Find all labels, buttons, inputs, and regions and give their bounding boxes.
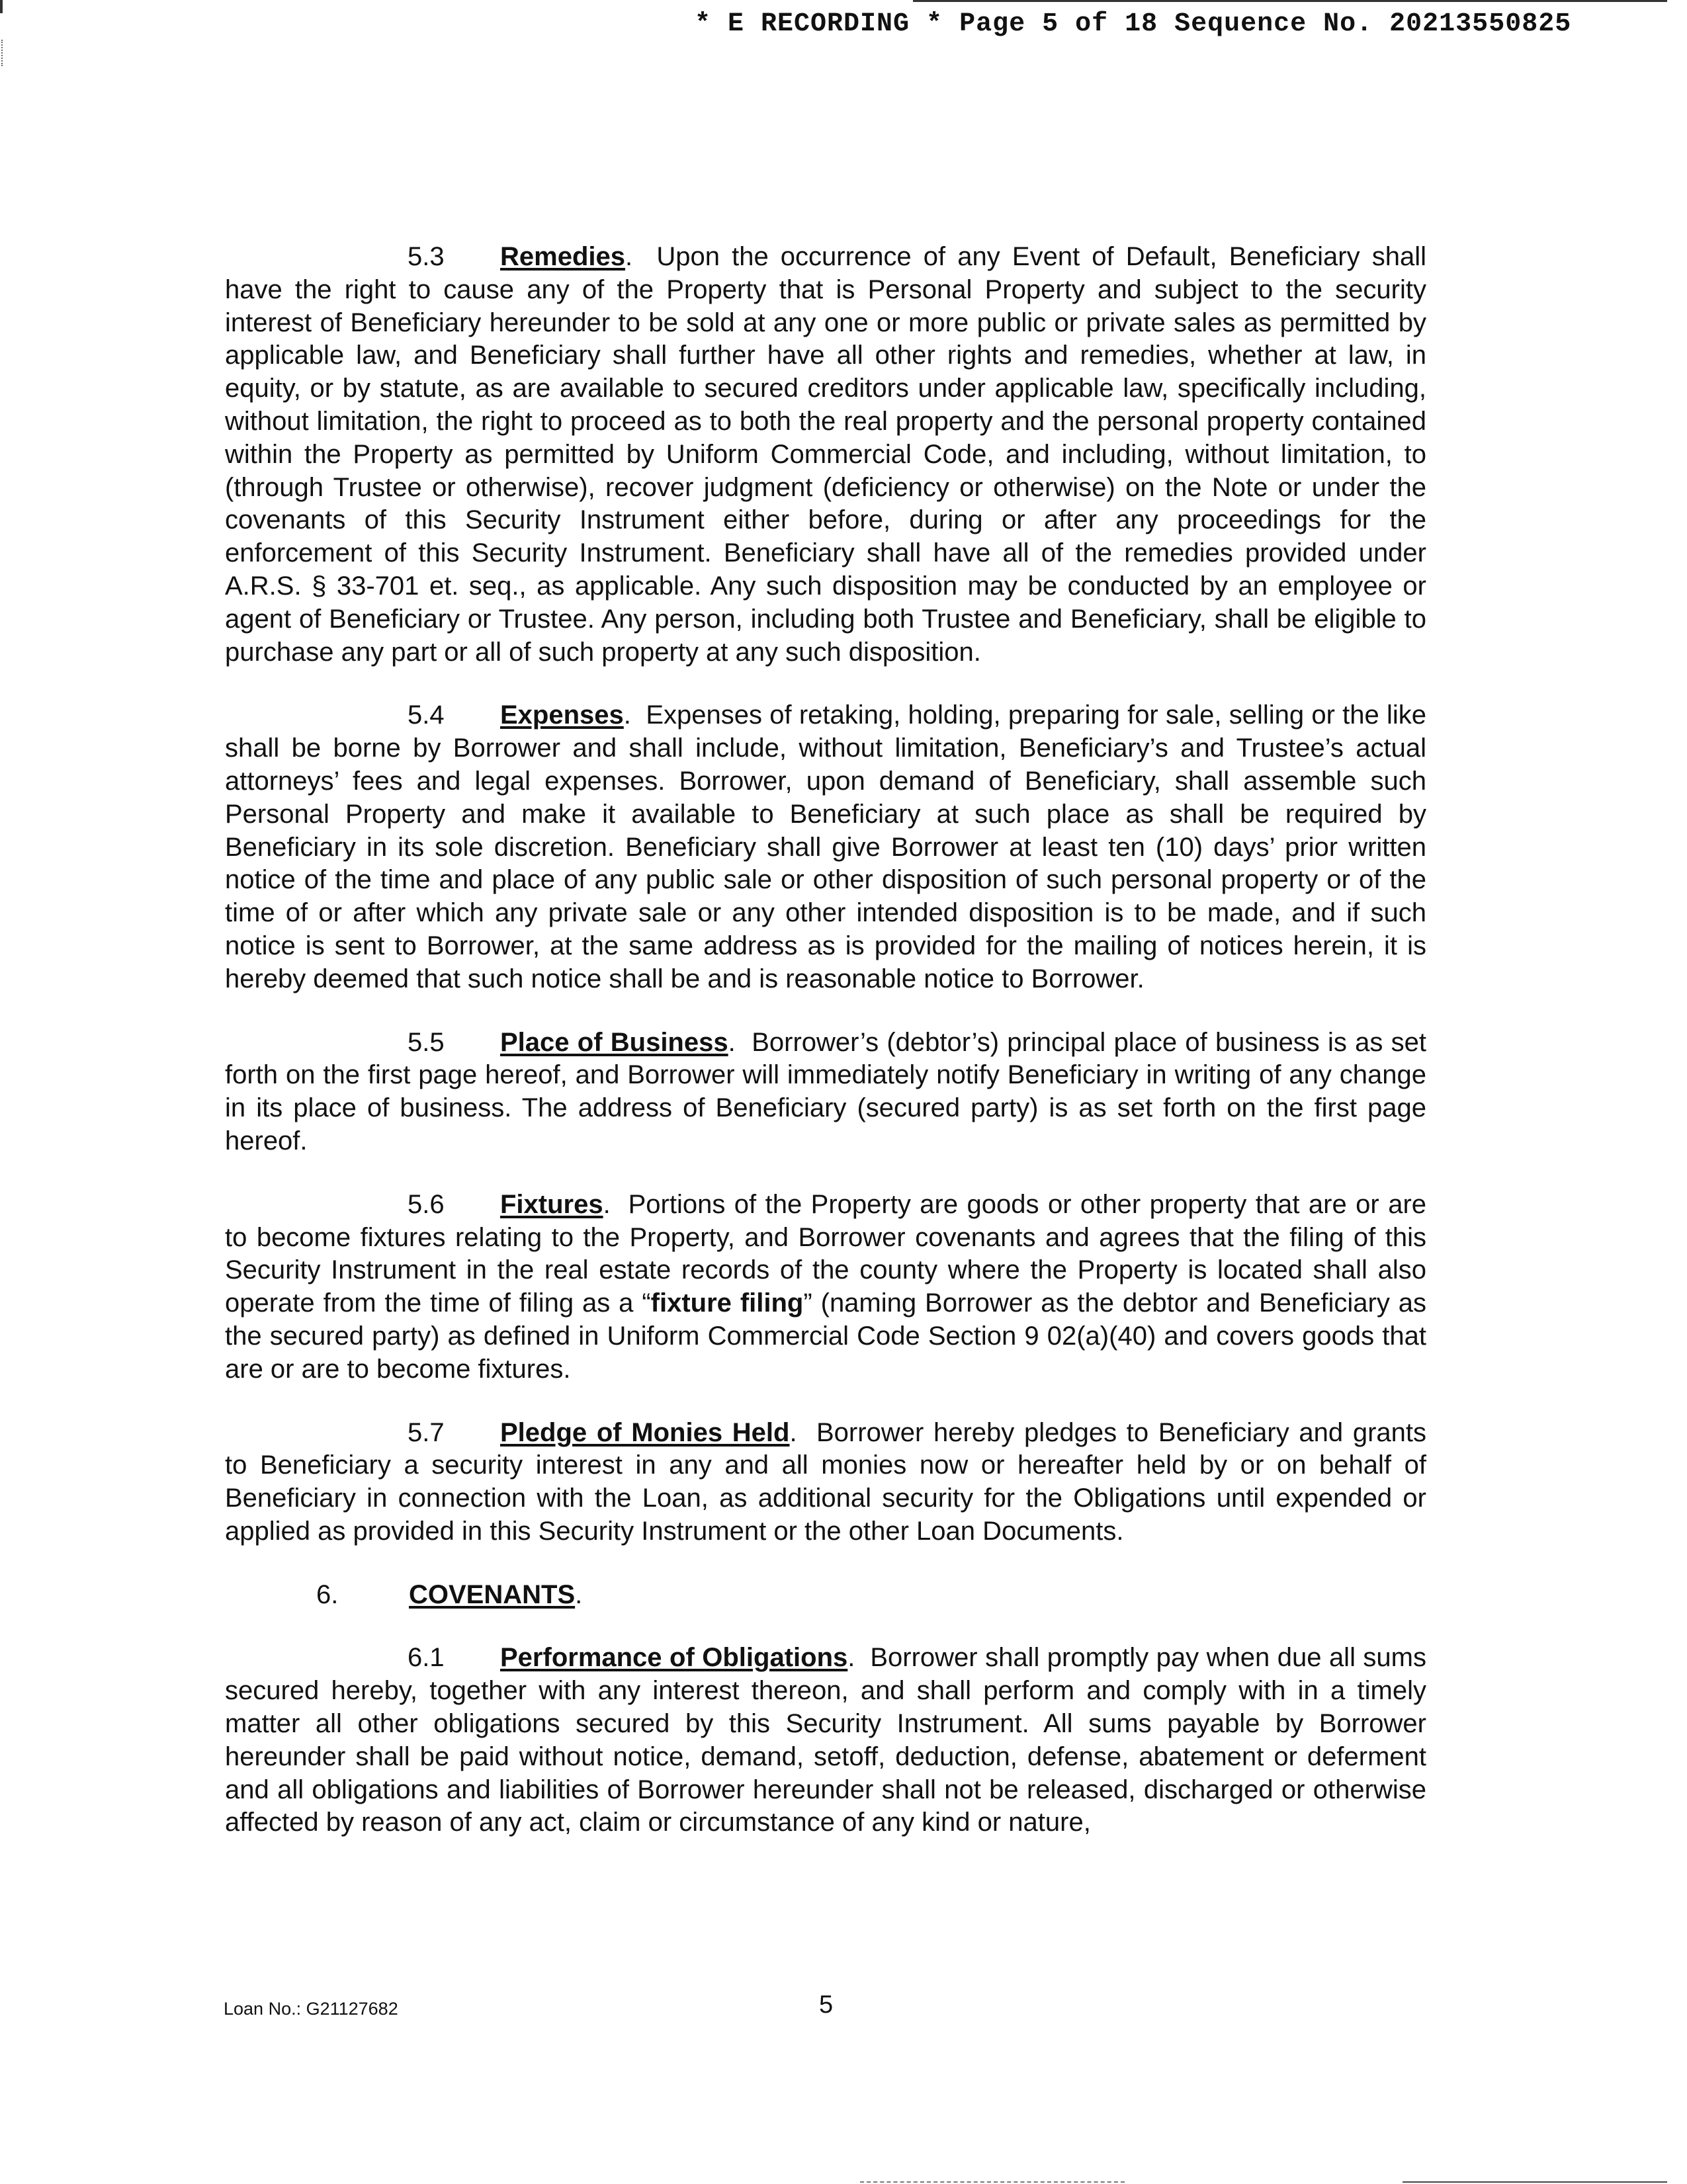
section-text: Portions of the Property are goods or other property that are or are to become fixtures relating to the Property, and Borrower covenants and agrees that the filing of this Security Instrument in the real estate records of the county where the Property is located shall also operate from the time of filing as a “	[225, 1189, 1427, 1318]
section-number: 6.1	[408, 1643, 445, 1673]
header-rule	[913, 0, 1667, 2]
article-6-heading: 6. COVENANTS.	[225, 1579, 1426, 1612]
recording-header: * E RECORDING * Page 5 of 18 Sequence No. 20213550825	[695, 9, 1572, 39]
scan-bottom-dash	[860, 2181, 1125, 2184]
section-6-1: 6.1 Performance of Obligations. Borrower shall promptly pay when due all sums secured hereby, together with any interest thereon, and shall perform and comply with in a timely matter all other obligations secured by this Security Instrument. All sums payable by Borrower hereunder shall be paid without notice, demand, setoff, deduction, defense, abatement or deferment and all obligations and liabilities of Borrower hereunder shall not be released, discharged or otherwise affected by reason of any act, claim or circumstance of any kind or nature,	[225, 1643, 1426, 1837]
section-number: 5.7	[408, 1417, 445, 1447]
section-5-3: 5.3 Remedies. Upon the occurrence of any Event of Default, Beneficiary shall have the right to cause any of the Property that is Personal Property and subject to the security interest of Beneficiary hereunder to be sold at any one or more public or private sales as permitted by applicable law, and Beneficiary shall further have all other rights and remedies, whether at law, in equity, or by statute, as are available to secured creditors under applicable law, specifically including, without limitation, the right to proceed as to both the real property and the personal property contained within the Property as permitted by Uniform Commercial Code, and including, without limitation, to (through Trustee or otherwise), recover judgment (deficiency or otherwise) on the Note or under the covenants of this Security Instrument either before, during or after any proceedings for the enforcement of this Security Instrument. Beneficiary shall have all of the remedies provided under A.R.S. § 33-701 et. seq., as applicable. Any such disposition may be conducted by an employee or agent of Beneficiary or Trustee. Any person, including both Trustee and Beneficiary, shall be eligible to purchase any part or all of such property at any such disposition.	[225, 242, 1427, 667]
article-number: 6.	[316, 1579, 339, 1609]
section-title: Expenses	[500, 700, 624, 730]
footer-page-number: 5	[819, 1991, 834, 2019]
section-5-4: 5.4 Expenses. Expenses of retaking, holding, preparing for sale, selling or the like shall be borne by Borrower and shall include, without limitation, Beneficiary’s and Trustee’s actual attorneys’ fees and legal expenses. Borrower, upon demand of Beneficiary, shall assemble such Personal Property and make it available to Beneficiary at such place as shall be required by Beneficiary in its sole discretion. Beneficiary shall give Borrower at least ten (10) days’ prior written notice of the time and place of any public sale or other disposition of such personal property or of the time of or after which any private sale or any other intended disposition is to be made, and if such notice is sent to Borrower, at the same address as is provided for the mailing of notices herein, it is hereby deemed that such notice shall be and is reasonable notice to Borrower.	[225, 700, 1426, 993]
section-title: Fixtures	[500, 1189, 603, 1219]
section-5-5: 5.5 Place of Business. Borrower’s (debtor’s) principal place of business is as set forth on the first page hereof, and Borrower will immediately notify Beneficiary in writing of any change in its place of business. The address of Beneficiary (secured party) is as set forth on the first page hereof.	[225, 1027, 1427, 1155]
defined-term: fixture filing	[650, 1288, 804, 1318]
section-5-6: 5.6 Fixtures. Portions of the Property are goods or other property that are or are to become fixtures relating to the Property, and Borrower covenants and agrees that the filing of this Security Instrument in the real estate records of the county where the Property is located shall also operate from the time of filing as a “fixture filing” (naming Borrower as the debtor and Beneficiary as the secured party) as defined in Uniform Commercial Code Section 9 02(a)(40) and covers goods that are or are to become fixtures.	[225, 1189, 1427, 1384]
section-title: Place of Business	[500, 1027, 728, 1057]
scan-edge-mark	[0, 0, 3, 13]
section-number: 5.6	[408, 1189, 445, 1219]
section-number: 5.3	[408, 242, 445, 271]
article-title: COVENANTS	[409, 1579, 576, 1609]
section-text: Borrower’s (debtor’s) principal place of business is as set forth on the first page hereof, and Borrower will immediately notify Beneficiary in writing of any change in its place of business. The address of Beneficiary (secured party) is as set forth on the first page hereof.	[225, 1027, 1427, 1155]
section-number: 5.5	[408, 1027, 445, 1057]
section-title: Performance of Obligations	[500, 1643, 848, 1673]
section-text: Borrower hereby pledges to Beneficiary and grants to Beneficiary a security interest in any and all monies now or hereafter held by or on behalf of Beneficiary in connection with the Loan, as additional security for the Obligations until expended or applied as provided in this Security Instrument or the other Loan Documents.	[225, 1417, 1427, 1546]
footer-loan-number: Loan No.: G21127682	[224, 1999, 398, 2019]
section-title: Pledge of Monies Held	[500, 1417, 790, 1447]
document-body	[225, 241, 1426, 1839]
section-number: 5.4	[408, 700, 445, 730]
section-text: Expenses of retaking, holding, preparing for sale, selling or the like shall be borne by Borrower and shall include, without limitation, Beneficiary’s and Trustee’s actual attorneys’ fees and legal expenses. Borrower, upon demand of Beneficiary, shall assemble such Personal Property and make it available to Beneficiary at such place as shall be required by Beneficiary in its sole discretion. Beneficiary shall give Borrower at least ten (10) days’ prior written notice of the time and place of any public sale or other disposition of such personal property or of the time of or after which any private sale or any other intended disposition is to be made, and if such notice is sent to Borrower, at the same address as is provided for the mailing of notices herein, it is hereby deemed that such notice shall be and is reasonable notice to Borrower.	[225, 700, 1426, 993]
section-text: Upon the occurrence of any Event of Default, Beneficiary shall have the right to cause any of the Property that is Personal Property and subject to the security interest of Beneficiary hereunder to be sold at any one or more public or private sales as permitted by applicable law, and Beneficiary shall further have all other rights and remedies, whether at law, in equity, or by statute, as are available to secured creditors under applicable law, specifically including, without limitation, the right to proceed as to both the real property and the personal property contained within the Property as permitted by Uniform Commercial Code, and including, without limitation, to (through Trustee or otherwise), recover judgment (deficiency or otherwise) on the Note or under the covenants of this Security Instrument either before, during or after any proceedings for the enforcement of this Security Instrument. Beneficiary shall have all of the remedies provided under A.R.S. § 33-701 et. seq., as applicable. Any such disposition may be conducted by an employee or agent of Beneficiary or Trustee. Any person, including both Trustee and Beneficiary, shall be eligible to purchase any part or all of such property at any such disposition.	[225, 242, 1427, 667]
section-5-7: 5.7 Pledge of Monies Held. Borrower hereby pledges to Beneficiary and grants to Beneficiary a security interest in any and all monies now or hereafter held by or on behalf of Beneficiary in connection with the Loan, as additional security for the Obligations until expended or applied as provided in this Security Instrument or the other Loan Documents.	[225, 1417, 1427, 1546]
section-text-continued: ” (naming Borrower as the debtor and Beneficiary as the secured party) as defined in Uniform Commercial Code Section 9 02(a)(40) and covers goods that are or are to become fixtures.	[225, 1288, 1426, 1384]
section-text: Borrower shall promptly pay when due all sums secured hereby, together with any interest thereon, and shall perform and comply with in a timely matter all other obligations secured by this Security Instrument. All sums payable by Borrower hereunder shall be paid without notice, demand, setoff, deduction, defense, abatement or deferment and all obligations and liabilities of Borrower hereunder shall not be released, discharged or otherwise affected by reason of any act, claim or circumstance of any kind or nature,	[225, 1643, 1426, 1837]
section-title: Remedies	[500, 242, 625, 271]
scan-edge-dots	[1, 40, 5, 66]
